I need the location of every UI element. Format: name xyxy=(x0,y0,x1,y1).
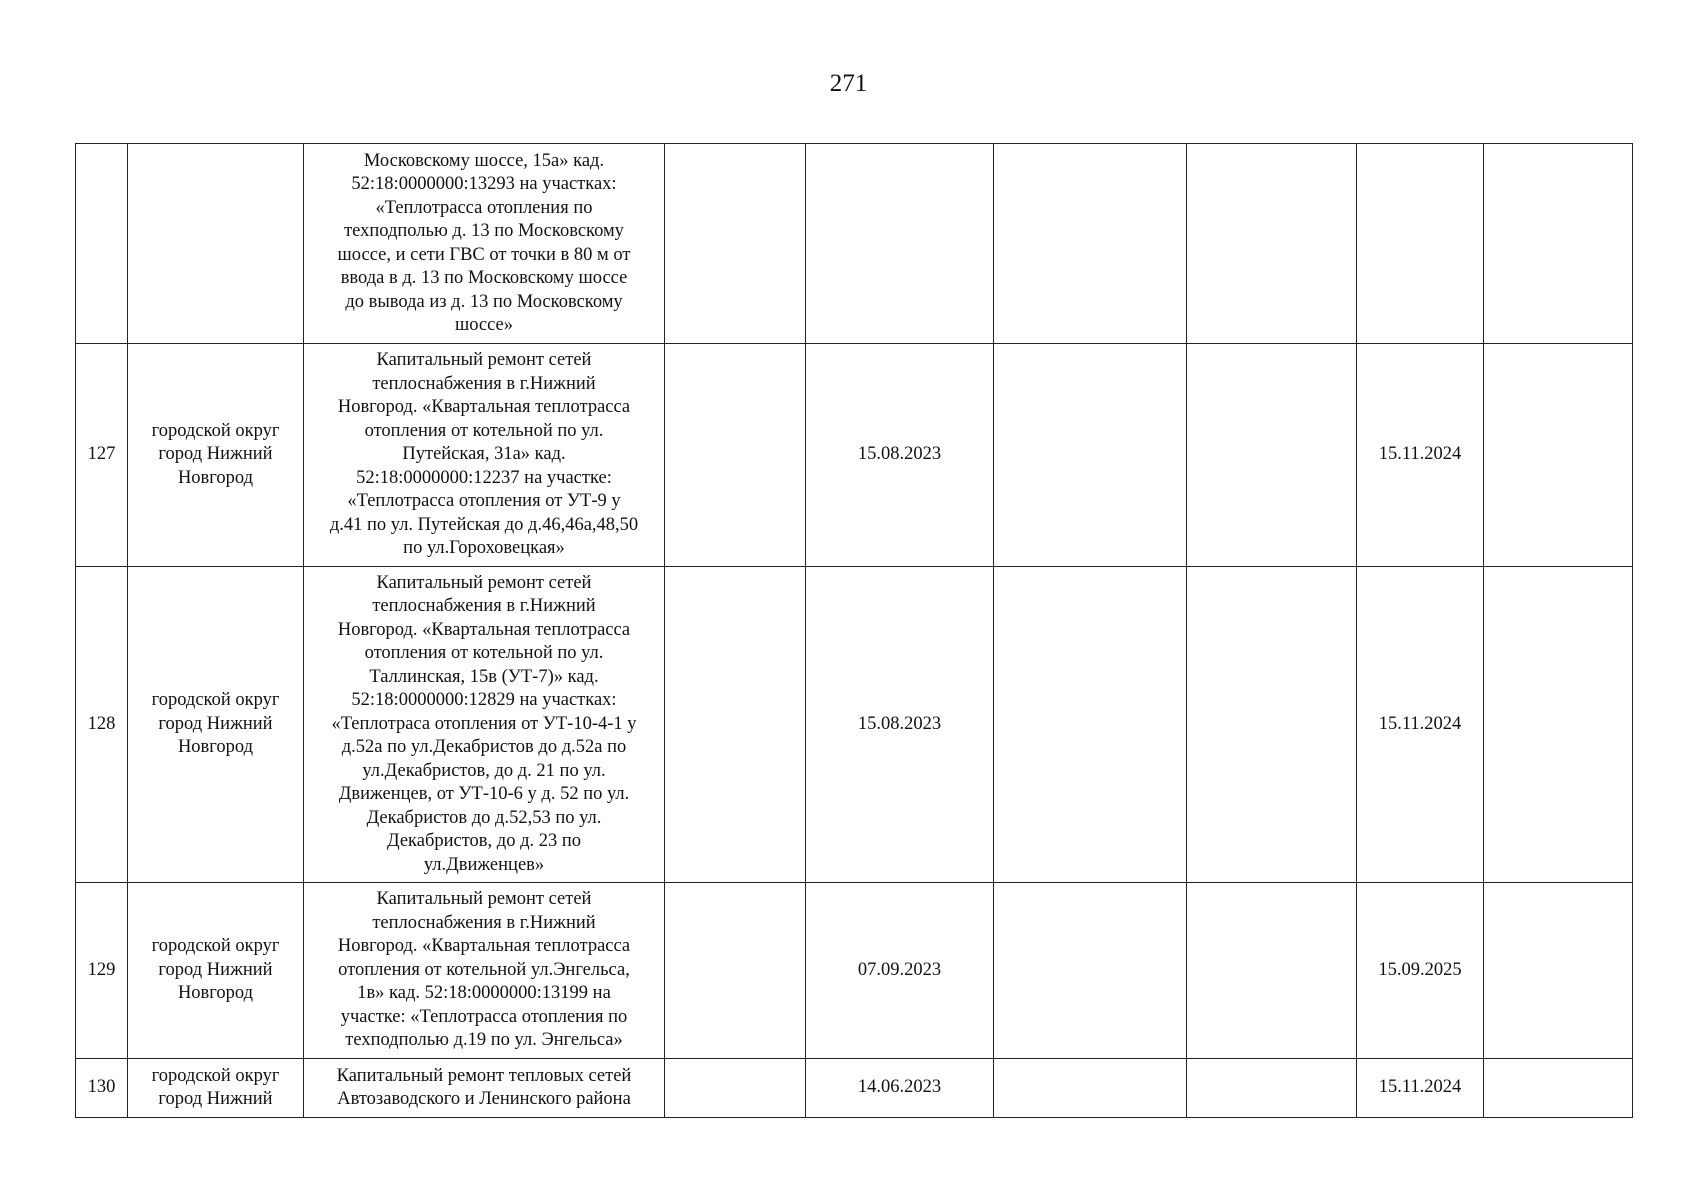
empty-cell xyxy=(994,1059,1187,1118)
empty-cell xyxy=(1484,567,1633,883)
table-row xyxy=(76,1059,1633,1118)
municipality-line: город Нижний xyxy=(158,444,273,465)
description-line: Новгород. «Квартальная теплотрасса xyxy=(337,619,631,640)
empty-cell xyxy=(1187,883,1357,1059)
description-line: Декабристов до д.52,53 по ул. xyxy=(366,807,602,828)
description-line: «Теплотрасса отопления от УТ-9 у xyxy=(347,491,621,512)
empty-cell xyxy=(994,344,1187,567)
description-line: теплоснабжения в г.Нижний xyxy=(372,373,596,394)
description-line: участке: «Теплотрасса отопления по xyxy=(340,1006,628,1027)
description-line: ул.Движенцев» xyxy=(423,854,545,875)
row-number-cell: 129 xyxy=(76,883,128,1059)
municipality-cell xyxy=(128,144,304,344)
description-line: теплоснабжения в г.Нижний xyxy=(372,912,596,933)
start-date-cell: 15.08.2023 xyxy=(806,567,994,883)
row-number-cell: 128 xyxy=(76,567,128,883)
end-date-cell xyxy=(1357,144,1484,344)
municipality-cell xyxy=(128,883,304,1059)
description-line: отопления от котельной ул.Энгельса, xyxy=(338,959,630,980)
empty-cell xyxy=(1187,1059,1357,1118)
municipality-line: город Нижний xyxy=(158,1089,273,1109)
municipality-line: город Нижний xyxy=(158,713,273,734)
description-line: Капитальный ремонт сетей xyxy=(376,350,592,371)
empty-cell xyxy=(994,567,1187,883)
municipality-line: Новгород xyxy=(177,737,254,758)
description-line: 52:18:0000000:12829 на участках: xyxy=(351,690,617,711)
municipality-cell xyxy=(128,1059,304,1118)
empty-cell xyxy=(1484,144,1633,344)
end-date-cell: 15.11.2024 xyxy=(1357,344,1484,567)
description-line: 52:18:0000000:13293 на участках: xyxy=(351,174,617,194)
description-line: «Теплотрасса отопления по xyxy=(375,197,593,218)
end-date-cell: 15.11.2024 xyxy=(1357,1059,1484,1118)
description-line: теплоснабжения в г.Нижний xyxy=(372,596,596,617)
row-number-cell: 130 xyxy=(76,1059,128,1118)
row-number-cell: 127 xyxy=(76,344,128,567)
municipality-line: Новгород xyxy=(177,467,254,488)
description-line: 1в» кад. 52:18:0000000:13199 на xyxy=(357,983,611,1004)
end-date-cell: 15.11.2024 xyxy=(1357,567,1484,883)
row-number-cell xyxy=(76,144,128,344)
description-line: д.52а по ул.Декабристов до д.52а по xyxy=(341,737,627,758)
empty-cell xyxy=(665,344,806,567)
start-date-cell: 07.09.2023 xyxy=(806,883,994,1059)
municipality-cell xyxy=(128,344,304,567)
empty-cell xyxy=(665,883,806,1059)
table-row xyxy=(76,144,1633,344)
municipality-line: Новгород xyxy=(177,983,254,1004)
description-cell xyxy=(304,1059,665,1118)
start-date-cell: 14.06.2023 xyxy=(806,1059,994,1118)
description-line: Автозаводского и Ленинского района xyxy=(337,1089,631,1109)
municipality-cell xyxy=(128,567,304,883)
empty-cell xyxy=(994,144,1187,344)
empty-cell xyxy=(665,567,806,883)
table-row xyxy=(76,344,1633,567)
description-line: до вывода из д. 13 по Московскому xyxy=(345,291,623,312)
description-cell xyxy=(304,883,665,1059)
municipality-line: городской округ xyxy=(151,936,280,957)
description-line: 52:18:0000000:12237 на участке: xyxy=(356,467,612,488)
table-row xyxy=(76,567,1633,883)
page-number: 271 xyxy=(829,70,868,97)
start-date-cell: 15.08.2023 xyxy=(806,344,994,567)
description-line: Капитальный ремонт тепловых сетей xyxy=(336,1065,632,1086)
empty-cell xyxy=(1484,344,1633,567)
description-cell xyxy=(304,567,665,883)
description-line: по ул.Гороховецкая» xyxy=(403,538,565,559)
description-line: техподполью д.19 по ул. Энгельса» xyxy=(345,1030,623,1051)
description-line: Новгород. «Квартальная теплотрасса xyxy=(337,936,631,957)
table-row xyxy=(76,883,1633,1059)
empty-cell xyxy=(1187,144,1357,344)
description-line: отопления от котельной по ул. xyxy=(364,643,604,664)
empty-cell xyxy=(665,144,806,344)
end-date-cell: 15.09.2025 xyxy=(1357,883,1484,1059)
description-line: отопления от котельной по ул. xyxy=(364,420,604,441)
municipality-line: городской округ xyxy=(151,1065,280,1086)
municipality-line: городской округ xyxy=(151,690,280,711)
description-line: Капитальный ремонт сетей xyxy=(376,572,592,593)
municipality-line: городской округ xyxy=(151,420,280,441)
description-line: ул.Декабристов, до д. 21 по ул. xyxy=(362,760,606,781)
municipality-line: город Нижний xyxy=(158,959,273,980)
description-line: Новгород. «Квартальная теплотрасса xyxy=(337,397,631,418)
empty-cell xyxy=(1187,567,1357,883)
description-line: Московскому шоссе, 15а» кад. xyxy=(363,150,605,171)
description-line: ввода в д. 13 по Московскому шоссе xyxy=(340,268,628,288)
description-line: Таллинская, 15в (УТ-7)» кад. xyxy=(369,666,599,687)
empty-cell xyxy=(994,883,1187,1059)
description-line: шоссе» xyxy=(454,315,514,335)
description-line: Путейская, 31а» кад. xyxy=(402,444,566,465)
empty-cell xyxy=(1484,1059,1633,1118)
empty-cell xyxy=(1187,344,1357,567)
description-line: д.41 по ул. Путейская до д.46,46а,48,50 xyxy=(329,514,639,535)
works-table xyxy=(75,143,1633,1118)
empty-cell xyxy=(1484,883,1633,1059)
description-cell xyxy=(304,344,665,567)
description-line: Движенцев, от УТ-10-6 у д. 52 по ул. xyxy=(338,784,630,805)
description-line: техподполью д. 13 по Московскому xyxy=(344,221,624,241)
start-date-cell xyxy=(806,144,994,344)
empty-cell xyxy=(665,1059,806,1118)
description-line: «Теплотраса отопления от УТ-10-4-1 у xyxy=(331,713,637,734)
description-line: Декабристов, до д. 23 по xyxy=(386,831,582,852)
description-cell xyxy=(304,144,665,344)
description-line: шоссе, и сети ГВС от точки в 80 м от xyxy=(337,244,631,265)
description-line: Капитальный ремонт сетей xyxy=(376,889,592,910)
